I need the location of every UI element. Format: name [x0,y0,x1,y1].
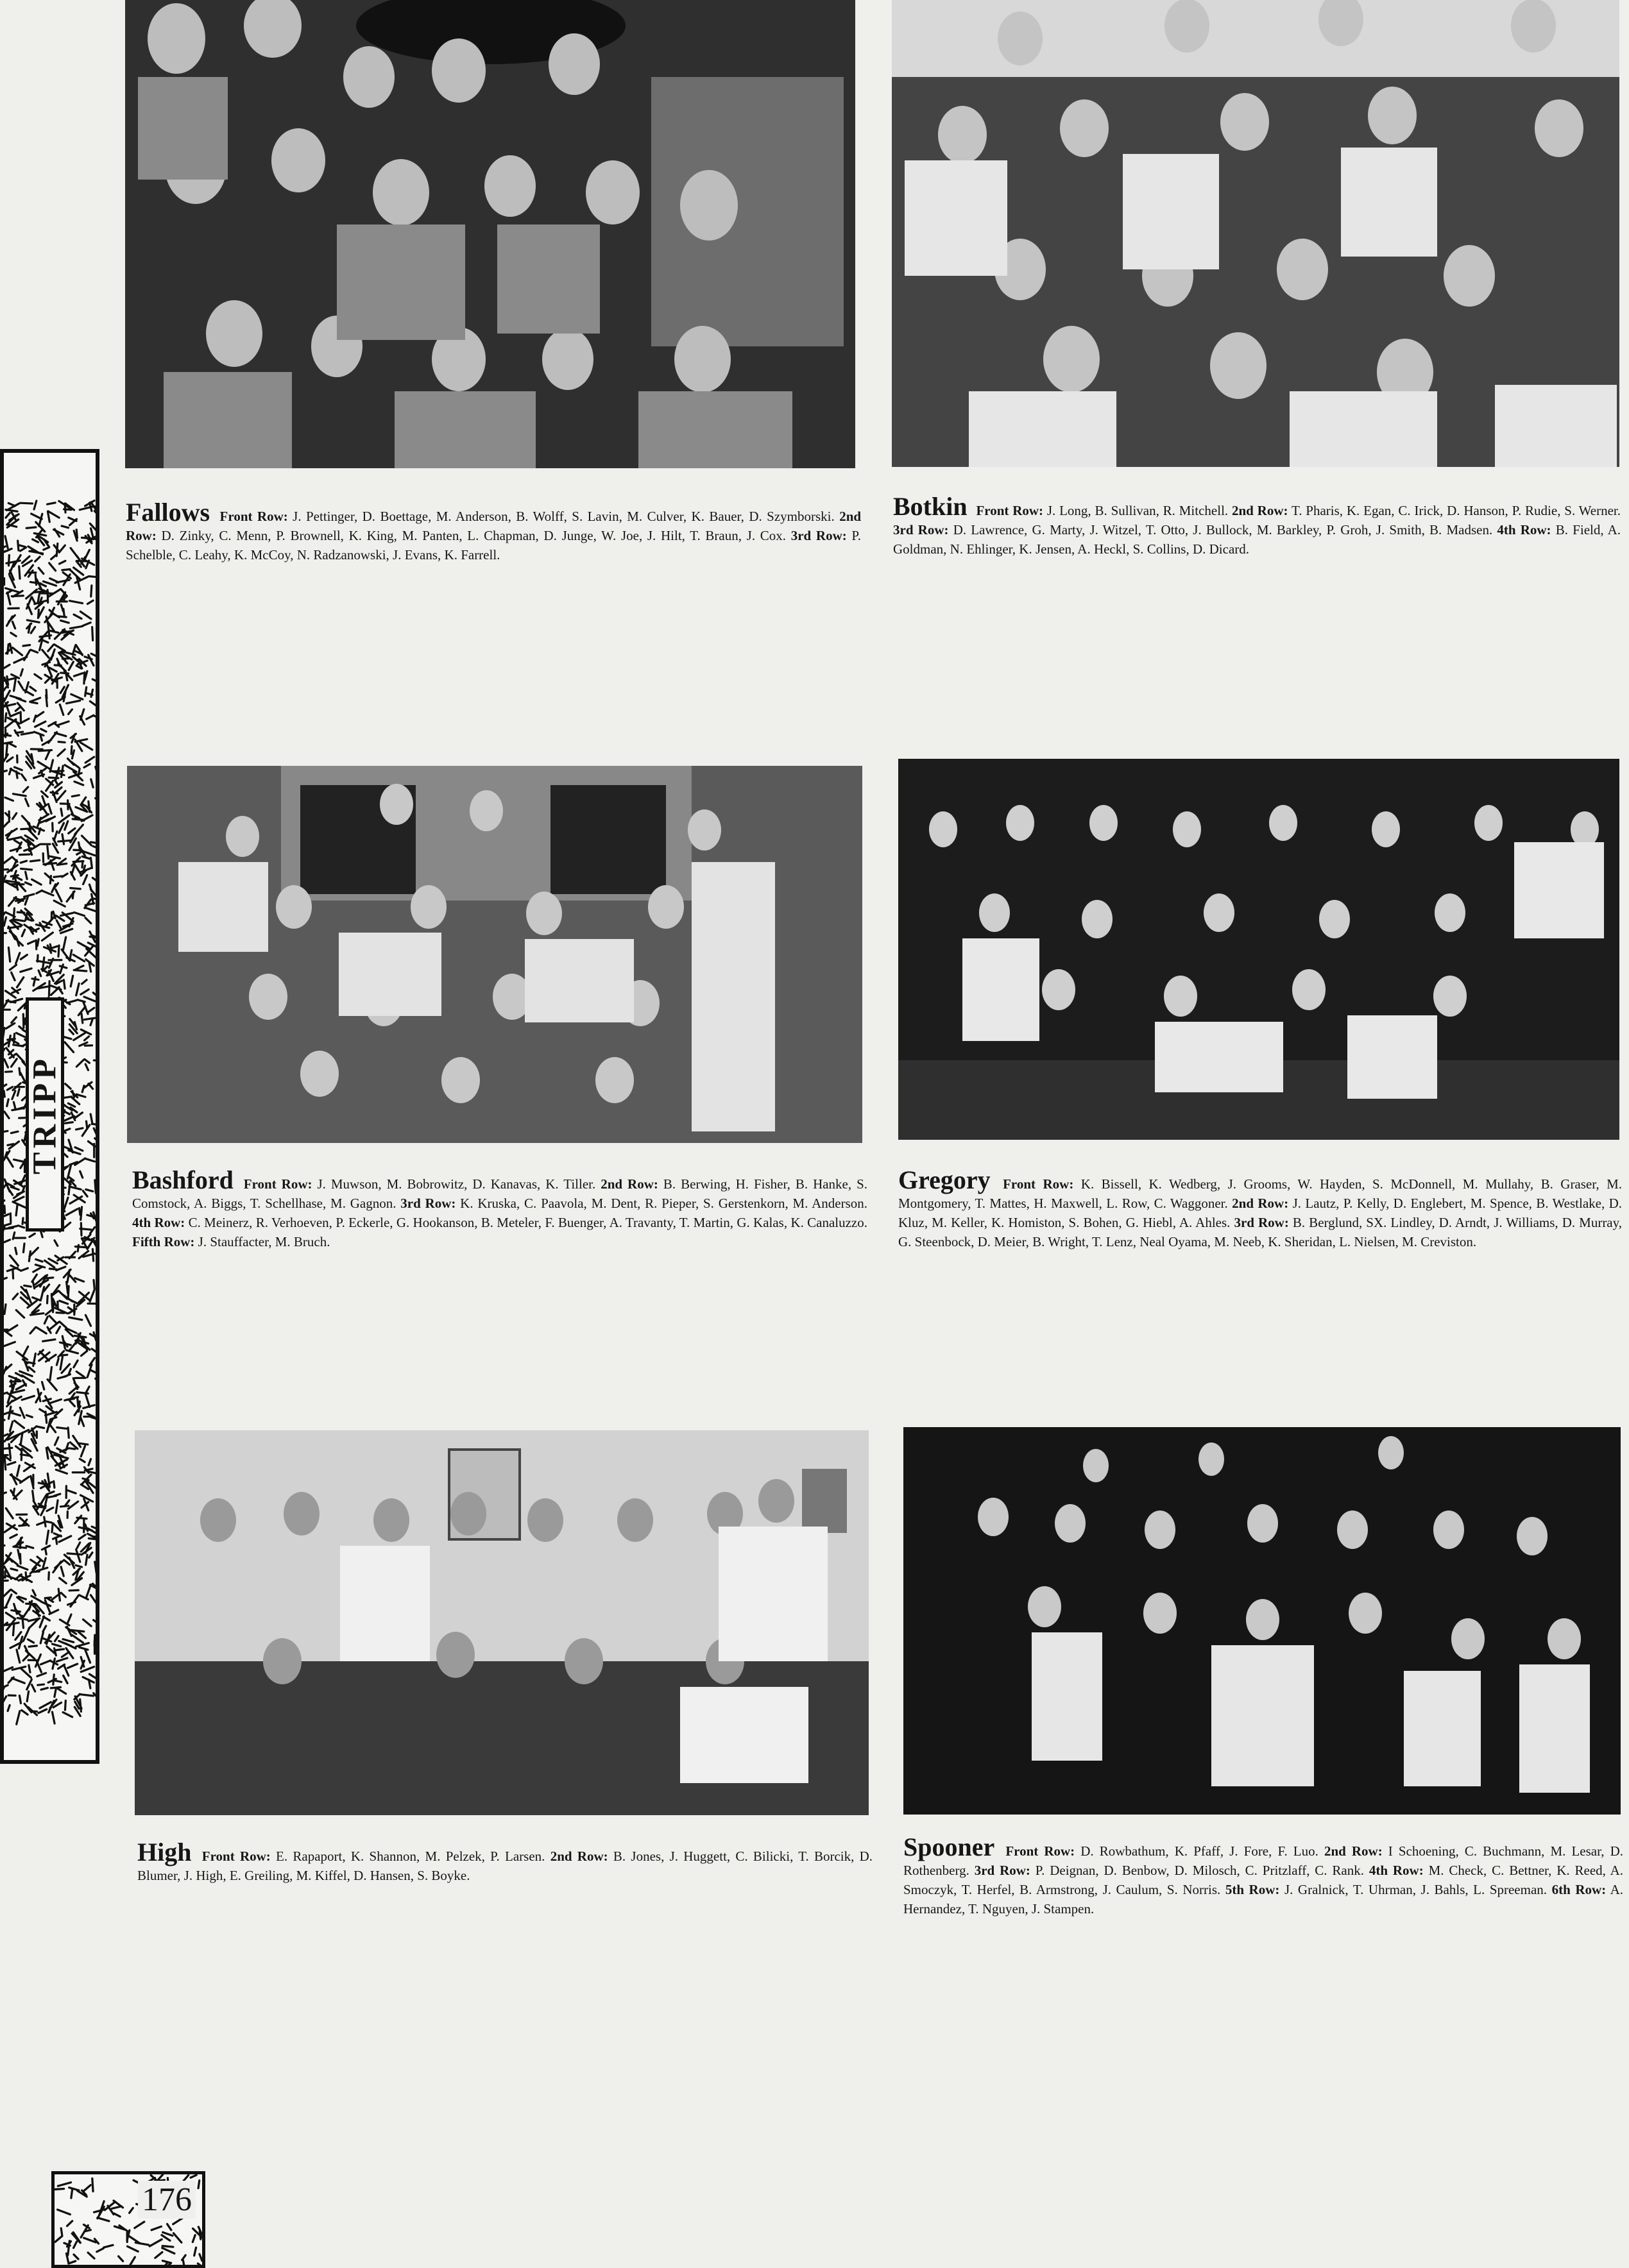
section-tab-label: TRIPP [26,1054,64,1174]
photo-high [135,1430,869,1815]
dorm-name: High [137,1838,192,1866]
photo-botkin-image [892,0,1619,467]
photo-bashford-image [127,766,862,1143]
photo-spooner [903,1427,1621,1815]
dorm-name: Gregory [898,1165,991,1194]
caption-spooner: Spooner Front Row: D. Rowbathum, K. Pfaff, J. Fore, F. Luo. 2nd Row: I Schoening, C. Buchmann, M. Lesar, D. Rothenberg. 3rd Row: P. Deignan, D. Benbow, D. Milosch, C. Pritzlaff, C. Rank. 4th Row: M. Check, C. Bettner, K. Reed, A. Smoczyk, T. Herfel, B. Armstrong, J. Caulum, S. Norris. 5th Row: J. Gralnick, T. Uhrman, J. Bahls, L. Spreeman. 6th Row: A. Hernandez, T. Nguyen, J. Stampen. [903,1832,1624,1917]
section-tab [26,997,64,1231]
photo-gregory-image [898,759,1619,1140]
caption-high: High Front Row: E. Rapaport, K. Shannon, M. Pelzek, P. Larsen. 2nd Row: B. Jones, J. Huggett, C. Bilicki, T. Borcik, D. Blumer, J. High, E. Greiling, M. Kiffel, D. Hansen, S. Boyke. [137,1838,873,1883]
photo-bashford [127,766,862,1143]
photo-high-image [135,1430,869,1815]
caption-bashford: Bashford Front Row: J. Muwson, M. Bobrowitz, D. Kanavas, K. Tiller. 2nd Row: B. Berwing, H. Fisher, B. Hanke, S. Comstock, A. Biggs, T. Schellhase, M. Gagnon. 3rd Row: K. Kruska, C. Paavola, M. Dent, R. Pieper, S. Gerstenkorn, M. Anderson. 4th Row: C. Meinerz, R. Verhoeven, P. Eckerle, G. Hookanson, B. Meteler, F. Buenger, A. Travanty, T. Martin, G. Kalas, K. Canaluzzo. Fifth Row: J. Stauffacter, M. Bruch. [132,1165,868,1249]
caption-fallows: Fallows Front Row: J. Pettinger, D. Boettage, M. Anderson, B. Wolff, S. Lavin, M. Culver, K. Bauer, D. Szymborski. 2nd Row: D. Zinky, C. Menn, P. Brownell, K. King, M. Panten, L. Chapman, D. Junge, W. Joe, J. Hilt, T. Braun, J. Cox. 3rd Row: P. Schelble, C. Leahy, K. McCoy, N. Radzanowski, J. Evans, K. Farrell. [126,498,862,563]
photo-spooner-image [903,1427,1621,1815]
dorm-name: Fallows [126,498,210,527]
page-number: 176 [138,2181,196,2219]
photo-gregory [898,759,1619,1140]
dorm-name: Bashford [132,1165,234,1194]
photo-fallows-image [125,0,855,468]
caption-botkin: Botkin Front Row: J. Long, B. Sullivan, R. Mitchell. 2nd Row: T. Pharis, K. Egan, C. Irick, D. Hanson, P. Rudie, S. Werner. 3rd Row: D. Lawrence, G. Marty, J. Witzel, T. Otto, J. Bullock, M. Barkley, P. Groh, J. Smith, B. Madsen. 4th Row: B. Field, A. Goldman, N. Ehlinger, K. Jensen, A. Heckl, S. Collins, D. Dicard. [893,492,1621,557]
dorm-name: Botkin [893,492,968,521]
caption-gregory: Gregory Front Row: K. Bissell, K. Wedberg, J. Grooms, W. Hayden, S. McDonnell, M. Mullahy, B. Graser, M. Montgomery, T. Mattes, H. Maxwell, L. Row, C. Waggoner. 2nd Row: J. Lautz, P. Kelly, D. Englebert, M. Spence, B. Westlake, D. Kluz, M. Keller, K. Homiston, S. Bohen, G. Hiebl, A. Ahles. 3rd Row: B. Berglund, SX. Lindley, D. Arndt, J. Williams, D. Murray, G. Steenbock, D. Meier, B. Wright, T. Lenz, Neal Oyama, M. Neeb, K. Sheridan, L. Nielsen, M. Creviston. [898,1165,1623,1249]
photo-botkin [892,0,1619,467]
photo-fallows [125,0,855,468]
dorm-name: Spooner [903,1832,995,1861]
